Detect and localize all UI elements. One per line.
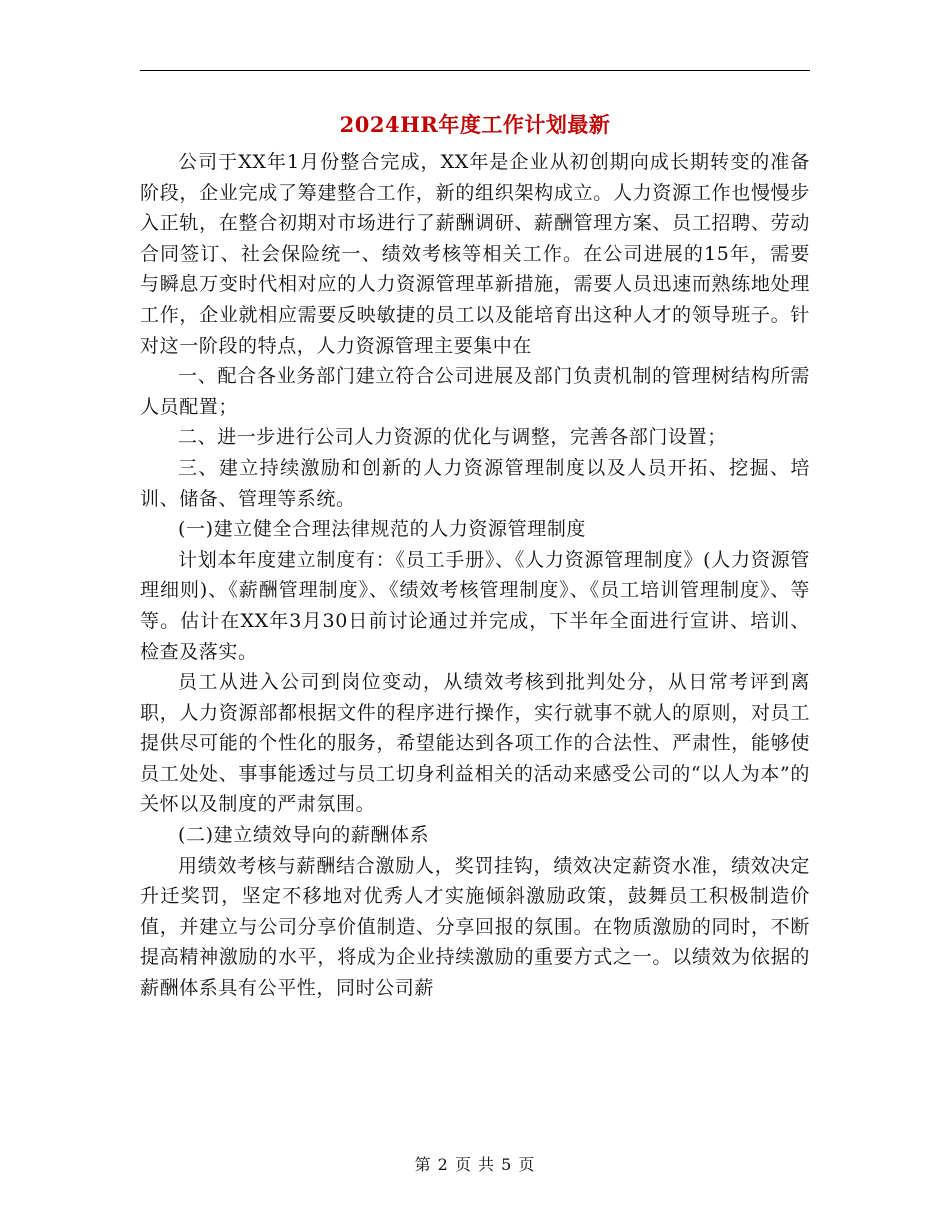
page-number-footer: 第 2 页 共 5 页 — [414, 1155, 536, 1174]
paragraph-item-2: 二、进一步进行公司人力资源的优化与调整，完善各部门设置； — [178, 426, 727, 449]
paragraph-employee: 员工从进入公司到岗位变动，从绩效考核到批判处分，从日常考评到离职，人力资源部都根据文件的程序进行操作，实行就事不就人的原则，对员工提供尽可能的个性化的服务，希望能达到各项工作的合法性、严肃性，能够使员工处处、事事能透过与员工切身利益相关的活动来感受公司的“以人为本”的关怀以及制度的严肃氛围。 — [140, 671, 810, 816]
document-title: 2024HR年度工作计划最新 — [339, 112, 611, 137]
paragraph-item-3: 三、建立持续激励和创新的人力资源管理制度以及人员开拓、挖掘、培训、储备、管理等系统。 — [140, 456, 810, 510]
section-heading-2: (二)建立绩效导向的薪酬体系 — [178, 824, 430, 847]
header-rule — [140, 70, 810, 71]
paragraph-compensation: 用绩效考核与薪酬结合激励人，奖罚挂钩，绩效决定薪资水准，绩效决定升迁奖罚，坚定不移地对优秀人才实施倾斜激励政策，鼓舞员工积极制造价值，并建立与公司分享价值制造、分享回报的氛围。在物质激励的同时，不断提高精神激励的水平，将成为企业持续激励的重要方式之一。以绩效为依据的薪酬体系具有公平性，同时公司薪 — [140, 854, 810, 1000]
paragraph-item-1: 一、配合各业务部门建立符合公司进展及部门负责机制的管理树结构所需人员配置； — [140, 365, 810, 418]
paragraph-plan: 计划本年度建立制度有：《员工手册》、《人力资源管理制度》(人力资源管理细则)、《薪酬管理制度》、《绩效考核管理制度》、《员工培训管理制度》、等等。估计在XX年3月30日前讨论通过并完成，下半年全面进行宣讲、培训、检查及落实。 — [140, 548, 810, 663]
paragraph-intro: 公司于XX年1月份整合完成，XX年是企业从初创期向成长期转变的准备阶段，企业完成了筹建整合工作，新的组织架构成立。人力资源工作也慢慢步入正轨，在整合初期对市场进行了薪酬调研、薪酬管理方案、员工招聘、劳动合同签订、社会保险统一、绩效考核等相关工作。在公司进展的15年，需要与瞬息万变时代相对应的人力资源管理革新措施，需要人员迅速而熟练地处理工作，企业就相应需要反映敏捷的员工以及能培育出这种人才的领导班子。针对这一阶段的特点，人力资源管理主要集中在 — [140, 151, 810, 357]
section-heading-1: (一)建立健全合理法律规范的人力资源管理制度 — [178, 518, 587, 541]
document-body — [140, 147, 810, 1004]
